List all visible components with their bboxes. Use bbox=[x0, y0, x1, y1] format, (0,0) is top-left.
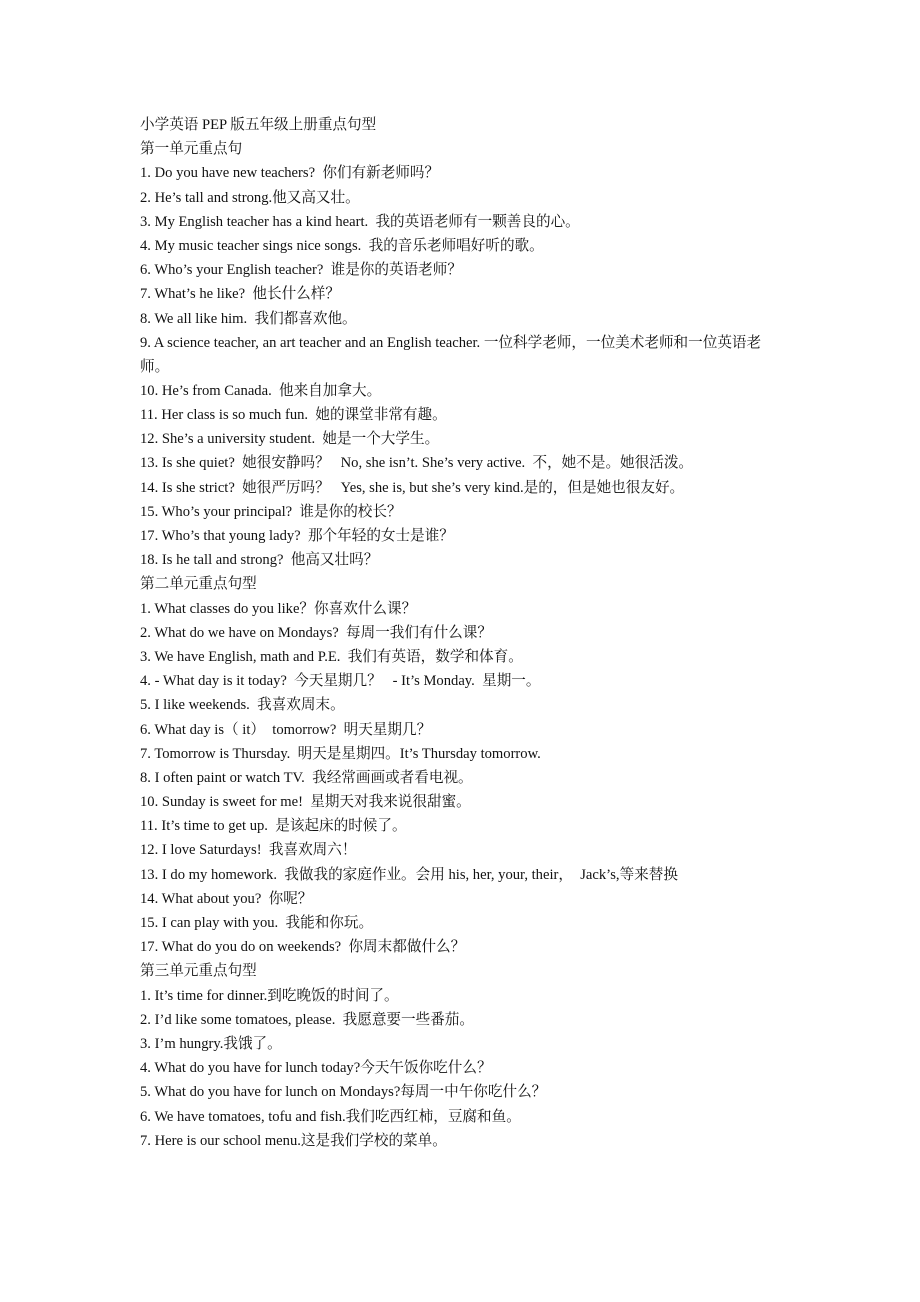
unit-2-line: 6. What day is（ it） tomorrow? 明天星期几？ bbox=[140, 721, 432, 738]
unit-2-line: 1. What classes do you like？你喜欢什么课？ bbox=[140, 600, 417, 617]
unit-2-heading: 第二单元重点句型 bbox=[140, 576, 257, 593]
unit-1-line: 9. A science teacher, an art teacher and an English teacher. 一位科学老师，一位美术老师和一位英语老 bbox=[140, 334, 762, 351]
unit-3-line: 3. I’m hungry.我饿了。 bbox=[140, 1035, 282, 1052]
unit-1-line: 3. My English teacher has a kind heart. 我的英语老师有一颗善良的心。 bbox=[140, 213, 580, 230]
unit-2-line: 14. What about you? 你呢？ bbox=[140, 890, 313, 907]
unit-1-line: 1. Do you have new teachers? 你们有新老师吗？ bbox=[140, 165, 440, 182]
unit-3-heading: 第三单元重点句型 bbox=[140, 963, 257, 980]
unit-2-line: 4. - What day is it today? 今天星期几？ - It’s Monday. 星期一。 bbox=[140, 673, 541, 690]
unit-2-line: 11. It’s time to get up. 是该起床的时候了。 bbox=[140, 818, 407, 835]
unit-2-line: 3. We have English, math and P.E. 我们有英语，数学和体育。 bbox=[140, 648, 523, 665]
unit-2-line: 12. I love Saturdays! 我喜欢周六！ bbox=[140, 842, 357, 859]
unit-1-line: 7. What’s he like? 他长什么样？ bbox=[140, 286, 340, 303]
unit-3-line: 4. What do you have for lunch today?今天午饭你吃什么？ bbox=[140, 1060, 492, 1077]
unit-1-heading: 第一单元重点句 bbox=[140, 141, 243, 158]
unit-3-line: 6. We have tomatoes, tofu and fish.我们吃西红柿，豆腐和鱼。 bbox=[140, 1108, 521, 1125]
unit-3-line: 5. What do you have for lunch on Mondays?每周一中午你吃什么？ bbox=[140, 1084, 547, 1101]
unit-3-line: 7. Here is our school menu.这是我们学校的菜单。 bbox=[140, 1132, 447, 1149]
unit-2-line: 7. Tomorrow is Thursday. 明天是星期四。It’s Thursday tomorrow. bbox=[140, 745, 541, 762]
unit-3-line: 2. I’d like some tomatoes, please. 我愿意要一些番茄。 bbox=[140, 1011, 474, 1028]
unit-1-line: 2. He’s tall and strong.他又高又壮。 bbox=[140, 189, 360, 206]
unit-1-line: 6. Who’s your English teacher? 谁是你的英语老师？ bbox=[140, 262, 462, 279]
unit-1-line: 10. He’s from Canada. 他来自加拿大。 bbox=[140, 382, 382, 399]
document-title: 小学英语 PEP 版五年级上册重点句型 bbox=[140, 117, 377, 133]
unit-1-line: 11. Her class is so much fun. 她的课堂非常有趣。 bbox=[140, 407, 447, 424]
unit-2-line: 5. I like weekends. 我喜欢周末。 bbox=[140, 697, 345, 714]
unit-1-line: 18. Is he tall and strong? 他高又壮吗？ bbox=[140, 552, 379, 569]
unit-1-line: 14. Is she strict? 她很严厉吗？ Yes, she is, but she’s very kind.是的，但是她也很友好。 bbox=[140, 479, 685, 496]
unit-1-line: 12. She’s a university student. 她是一个大学生。 bbox=[140, 431, 440, 448]
unit-2-line: 10. Sunday is sweet for me! 星期天对我来说很甜蜜。 bbox=[140, 794, 471, 811]
unit-1-line: 师。 bbox=[140, 358, 170, 375]
unit-1-line: 17. Who’s that young lady? 那个年轻的女士是谁？ bbox=[140, 528, 454, 544]
unit-1-line: 4. My music teacher sings nice songs. 我的音乐老师唱好听的歌。 bbox=[140, 237, 544, 254]
unit-2-line: 17. What do you do on weekends? 你周末都做什么？ bbox=[140, 939, 466, 956]
unit-1-line: 8. We all like him. 我们都喜欢他。 bbox=[140, 310, 357, 327]
unit-3-line: 1. It’s time for dinner.到吃晚饭的时间了。 bbox=[140, 987, 399, 1004]
unit-2-line: 15. I can play with you. 我能和你玩。 bbox=[140, 915, 374, 931]
unit-2-line: 13. I do my homework. 我做我的家庭作业。会用 his, her, your, their， Jack’s,等来替换 bbox=[140, 866, 678, 883]
unit-1-line: 15. Who’s your principal? 谁是你的校长？ bbox=[140, 503, 402, 520]
document-page bbox=[140, 113, 800, 1153]
unit-2-line: 8. I often paint or watch TV. 我经常画画或者看电视。 bbox=[140, 769, 473, 786]
unit-2-line: 2. What do we have on Mondays? 每周一我们有什么课？ bbox=[140, 624, 492, 641]
unit-1-line: 13. Is she quiet? 她很安静吗？ No, she isn’t. She’s very active. 不，她不是。她很活泼。 bbox=[140, 455, 694, 472]
